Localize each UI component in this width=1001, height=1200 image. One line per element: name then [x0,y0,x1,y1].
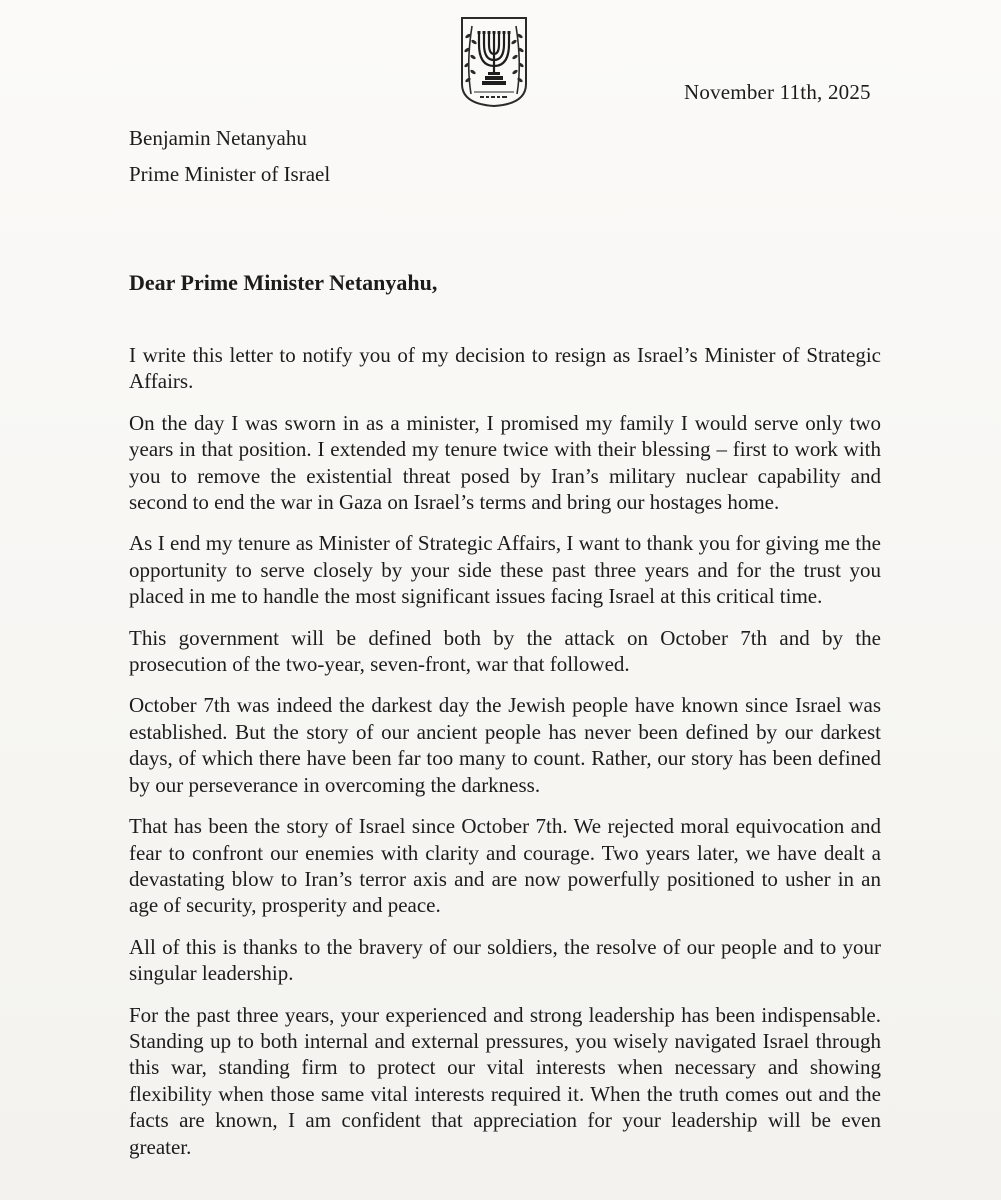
letter-date: November 11th, 2025 [684,80,871,104]
salutation: Dear Prime Minister Netanyahu, [129,270,438,295]
paragraph: That has been the story of Israel since October 7th. We rejected moral equivocation and fear to confront our enemies with clarity and courage. Two years later, we have dealt a devastating blow to Iran’s terror axis and are now powerfully positioned to usher in an age of security, prosperity and peace. [129,814,881,918]
recipient-name: Benjamin Netanyahu [129,126,307,150]
paragraph: For the past three years, your experienced and strong leadership has been indispensable. Standing up to both internal and external pressures, you wisely navigated Israel through this war, standing firm to protect our vital interests when necessary and showing flexibility when those same vital interests required it. When the truth comes out and the facts are known, I am confident that appreciation for your leadership will be even greater. [129,1002,881,1159]
letter-body [129,342,881,1175]
paragraph: As I end my tenure as Minister of Strategic Affairs, I want to thank you for giving me the opportunity to serve closely by your side these past three years and for the trust you placed in me to handle the most significant issues facing Israel at this critical time. [129,531,881,609]
paragraph: All of this is thanks to the bravery of our soldiers, the resolve of our people and to your singular leadership. [129,934,881,986]
paragraph: This government will be defined both by the attack on October 7th and by the prosecution of the two-year, seven-front, war that followed. [129,625,881,677]
recipient-block [129,120,330,192]
paragraph: October 7th was indeed the darkest day the Jewish people have known since Israel was established. But the story of our ancient people has never been defined by our darkest days, of which there have been far too many to count. Rather, our story has been defined by our perseverance in overcoming the darkness. [129,693,881,797]
emblem-of-israel-icon [458,14,530,108]
paragraph: On the day I was sworn in as a minister, I promised my family I would serve only two years in that position. I extended my tenure twice with their blessing – first to work with you to remove the existential threat posed by Iran’s military nuclear capability and second to end the war in Gaza on Israel’s terms and bring our hostages home. [129,410,881,515]
paragraph: I write this letter to notify you of my decision to resign as Israel’s Minister of Strategic Affairs. [129,343,881,394]
recipient-title: Prime Minister of Israel [129,162,331,186]
